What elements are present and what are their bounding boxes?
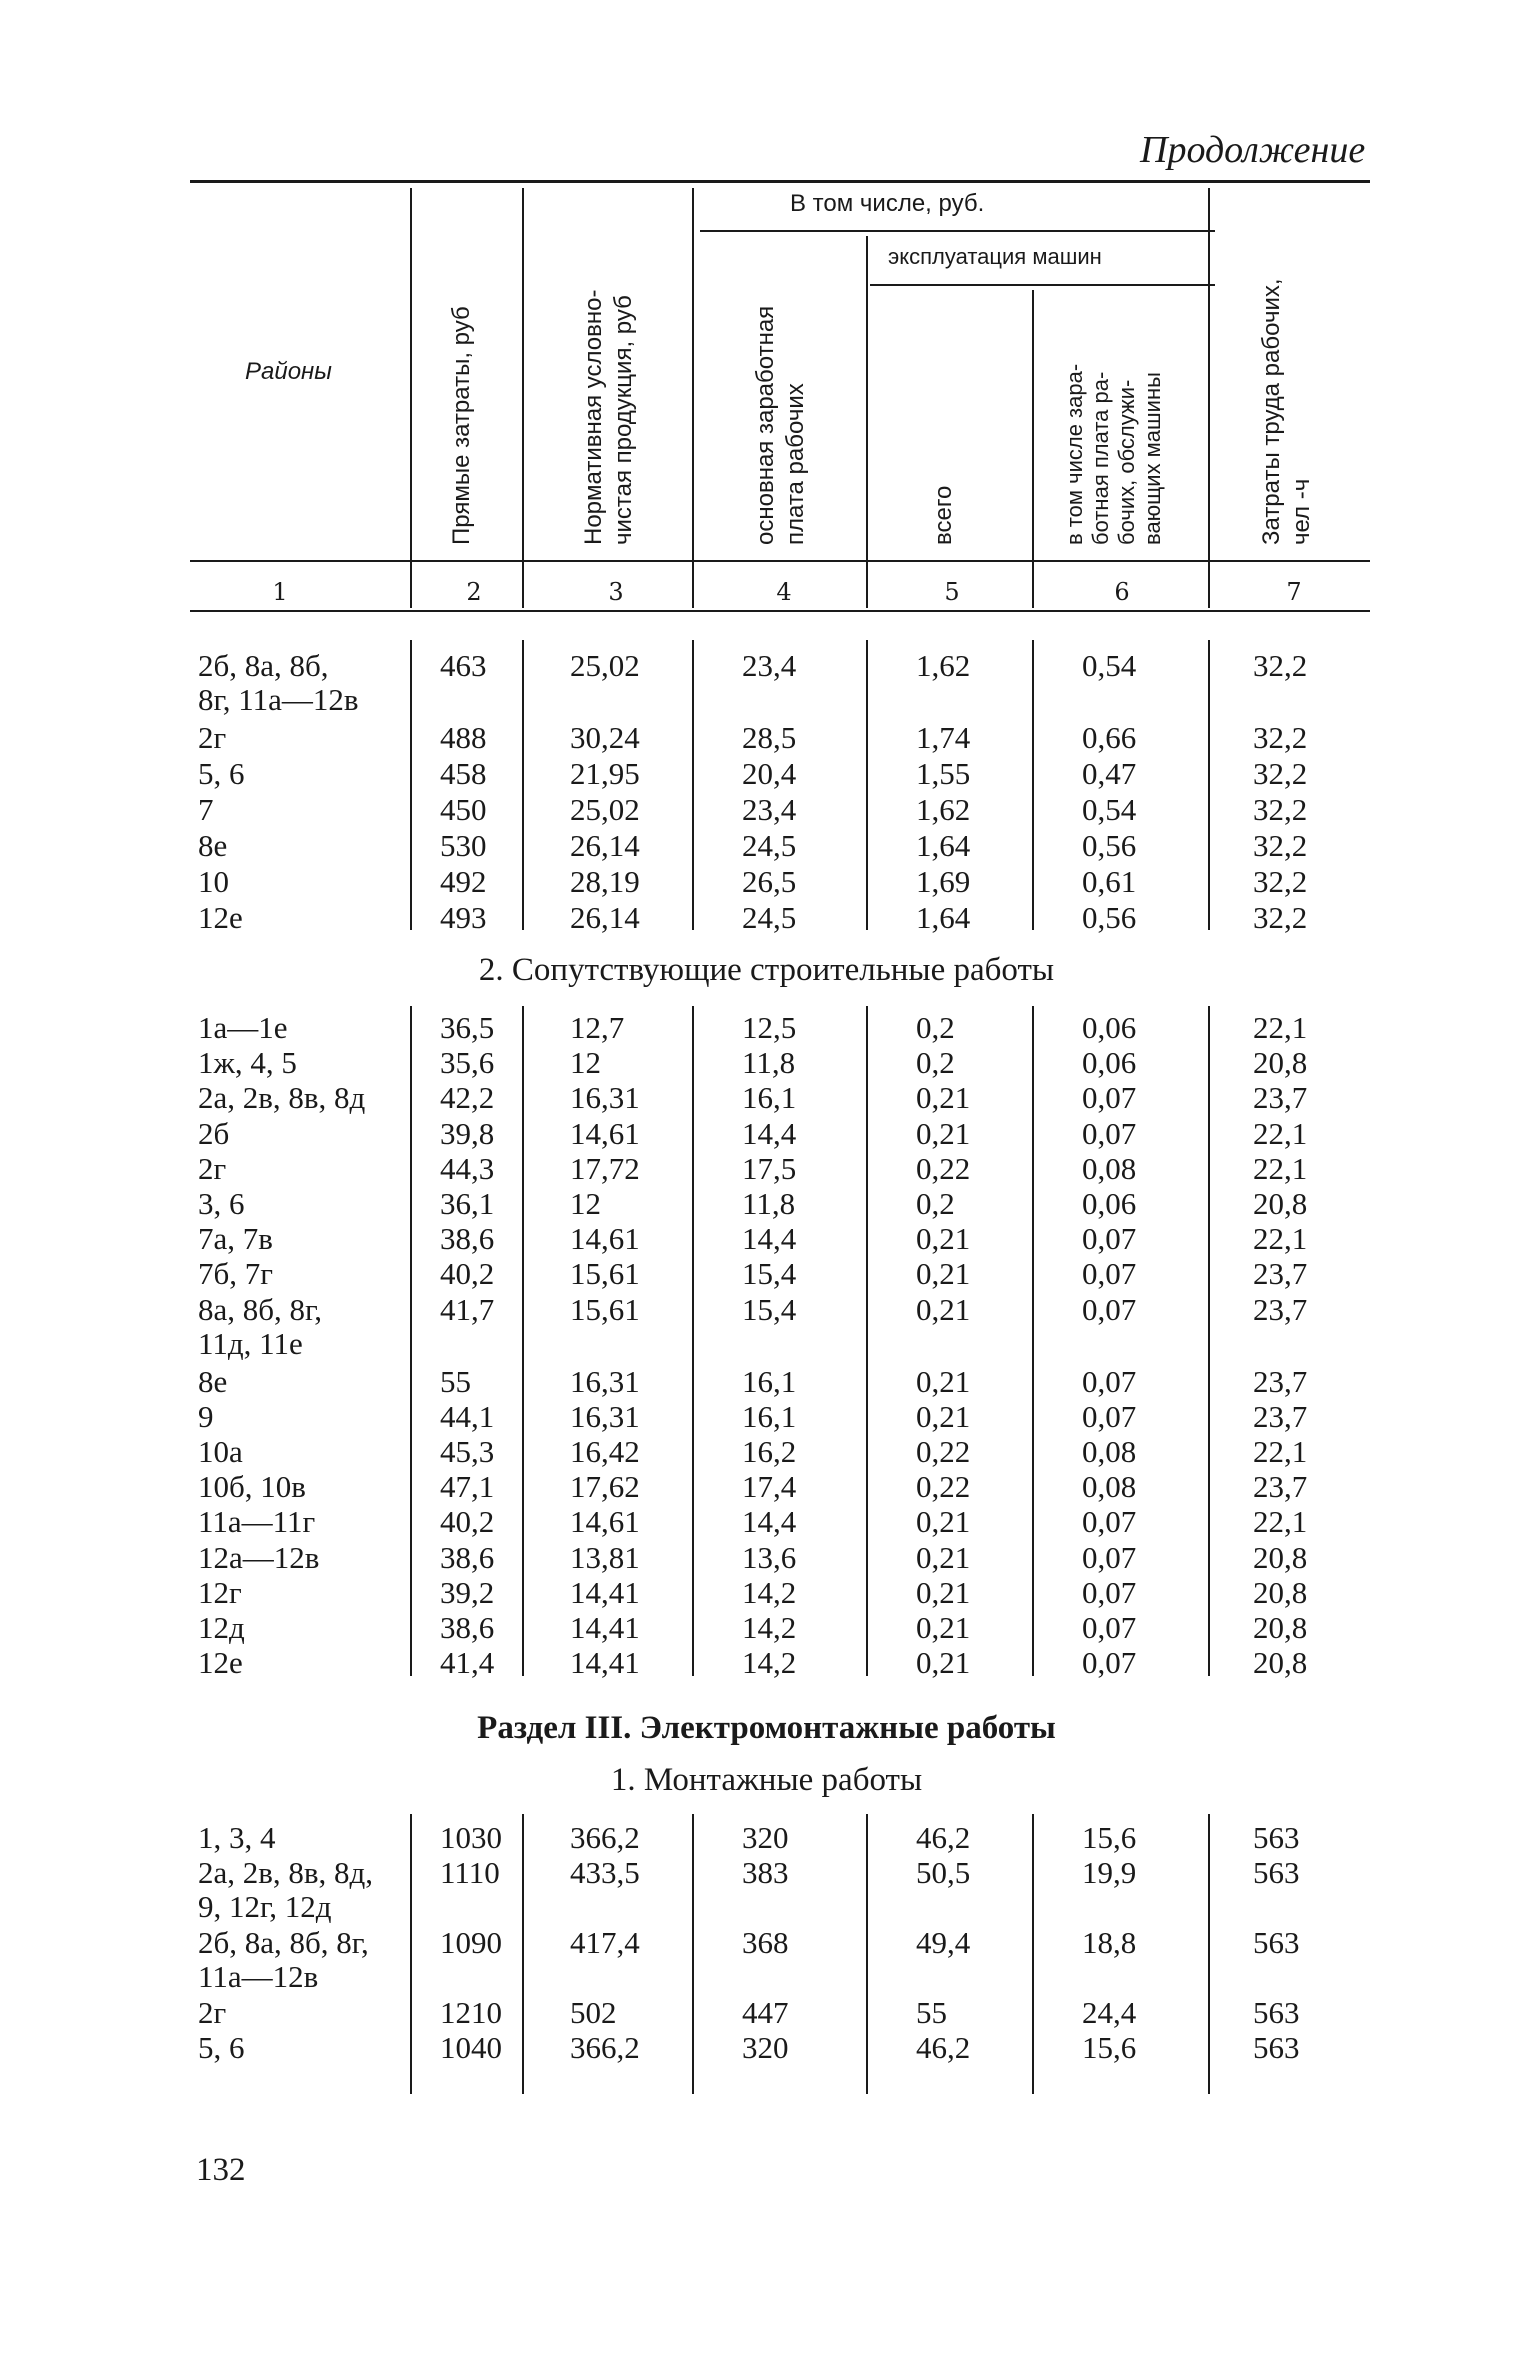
wages-cell: 13,6: [742, 1539, 797, 1575]
machine-total-cell: 0,21: [916, 1645, 971, 1681]
region-cell: 9, 12г, 12д: [198, 1889, 332, 1924]
machine-wages-cell: 0,08: [1082, 1469, 1137, 1505]
table-row: [0, 1995, 1533, 2031]
normative-cell: 16,42: [570, 1434, 640, 1469]
machine-total-cell: 1,74: [916, 720, 971, 755]
machine-wages-cell: 0,56: [1082, 900, 1137, 935]
region-cell: 3, 6: [198, 1186, 245, 1221]
region-cell: 12г: [198, 1574, 242, 1610]
normative-cell: 26,14: [570, 828, 640, 863]
colnum-bottom-rule: [190, 610, 1370, 612]
header-labor-line2: чел -ч: [1288, 478, 1315, 545]
table-row: [0, 1045, 1533, 1081]
direct-costs-cell: 38,6: [440, 1221, 495, 1257]
normative-cell: 16,31: [570, 1398, 640, 1434]
direct-costs-cell: 36,1: [440, 1186, 495, 1221]
machine-wages-cell: 0,06: [1082, 1010, 1137, 1045]
header-group: В том числе, руб.: [790, 190, 985, 217]
table-row: [0, 1925, 1533, 1961]
labor-cell: 563: [1253, 1820, 1300, 1855]
normative-cell: 14,61: [570, 1115, 640, 1151]
header-labor-line1: Затраты труда рабочих,: [1258, 278, 1285, 545]
direct-costs-cell: 36,5: [440, 1010, 495, 1045]
machine-total-cell: 0,21: [916, 1504, 971, 1540]
region-cell: 10: [198, 864, 229, 899]
machine-total-cell: 0,22: [916, 1150, 971, 1186]
header-machine-wages-line3: бочих, обслужи-: [1114, 379, 1139, 545]
normative-cell: 17,62: [570, 1469, 640, 1505]
table-row: [0, 900, 1533, 936]
machine-total-cell: 0,21: [916, 1221, 971, 1257]
direct-costs-cell: 42,2: [440, 1080, 495, 1116]
col-divider-3: [692, 188, 694, 608]
header-normative-line1: Нормативная условно-: [580, 289, 607, 545]
labor-cell: 23,7: [1253, 1469, 1308, 1505]
table-top-rule: [190, 180, 1370, 183]
machine-total-cell: 0,21: [916, 1291, 971, 1327]
wages-cell: 17,5: [742, 1150, 797, 1186]
machine-wages-cell: 0,61: [1082, 864, 1137, 899]
wages-cell: 14,2: [742, 1645, 797, 1681]
machine-total-cell: 0,21: [916, 1610, 971, 1645]
machine-wages-cell: 0,54: [1082, 648, 1137, 683]
machine-wages-cell: 15,6: [1082, 1820, 1137, 1855]
machine-total-cell: 0,2: [916, 1045, 955, 1081]
table-row: [0, 1855, 1533, 1891]
table-row: [0, 1116, 1533, 1152]
region-cell: 2а, 2в, 8в, 8д,: [198, 1855, 374, 1890]
machine-wages-cell: 0,07: [1082, 1115, 1137, 1151]
machine-wages-cell: 18,8: [1082, 1925, 1137, 1960]
region-cell: 10б, 10в: [198, 1469, 306, 1505]
labor-cell: 22,1: [1253, 1434, 1308, 1469]
labor-cell: 23,7: [1253, 1256, 1308, 1292]
wages-cell: 12,5: [742, 1010, 797, 1045]
table-row: [0, 1610, 1533, 1646]
region-cell: 2б, 8а, 8б, 8г,: [198, 1925, 369, 1960]
labor-cell: 32,2: [1253, 900, 1308, 935]
normative-cell: 417,4: [570, 1925, 640, 1960]
region-cell: 2г: [198, 1995, 227, 2030]
table-row: [0, 1540, 1533, 1576]
header-bottom-rule: [190, 560, 1370, 562]
wages-cell: 26,5: [742, 864, 797, 899]
labor-cell: 23,7: [1253, 1080, 1308, 1116]
direct-costs-cell: 45,3: [440, 1434, 495, 1469]
normative-cell: 12,7: [570, 1010, 625, 1045]
wages-cell: 14,4: [742, 1221, 797, 1257]
labor-cell: 20,8: [1253, 1186, 1308, 1221]
direct-costs-cell: 1210: [440, 1995, 502, 2030]
region-cell: 5, 6: [198, 2030, 245, 2065]
direct-costs-cell: 41,7: [440, 1291, 495, 1327]
table-row: [0, 864, 1533, 900]
table-row: [0, 1151, 1533, 1187]
table-row: [0, 682, 1533, 718]
labor-cell: 22,1: [1253, 1150, 1308, 1186]
labor-cell: 20,8: [1253, 1539, 1308, 1575]
machine-total-cell: 1,62: [916, 792, 971, 827]
normative-cell: 433,5: [570, 1855, 640, 1890]
wages-cell: 24,5: [742, 900, 797, 935]
colnum-6: 6: [1114, 578, 1130, 606]
wages-cell: 23,4: [742, 792, 797, 827]
normative-cell: 15,61: [570, 1256, 640, 1292]
header-total: всего: [930, 485, 957, 545]
wages-cell: 11,8: [742, 1186, 796, 1221]
table-row: [0, 1959, 1533, 1995]
direct-costs-cell: 38,6: [440, 1610, 495, 1645]
labor-cell: 20,8: [1253, 1610, 1308, 1645]
machine-wages-cell: 0,07: [1082, 1610, 1137, 1645]
normative-cell: 25,02: [570, 792, 640, 827]
labor-cell: 563: [1253, 2030, 1300, 2065]
normative-cell: 12: [570, 1186, 601, 1221]
direct-costs-cell: 450: [440, 792, 487, 827]
wages-cell: 383: [742, 1855, 789, 1890]
region-cell: 7а, 7в: [198, 1221, 273, 1257]
machine-total-cell: 0,21: [916, 1115, 971, 1151]
normative-cell: 17,72: [570, 1150, 640, 1186]
labor-cell: 32,2: [1253, 648, 1308, 683]
region-cell: 9: [198, 1398, 214, 1434]
region-cell: 11а—11г: [198, 1504, 316, 1540]
wages-cell: 368: [742, 1925, 789, 1960]
section-subheading: 2. Сопутствующие строительные работы: [478, 952, 1055, 988]
table-row: [0, 1399, 1533, 1435]
normative-cell: 14,41: [570, 1610, 640, 1645]
header-machine-wages-line2: ботная плата ра-: [1088, 371, 1113, 545]
col-divider-1: [410, 188, 412, 608]
labor-cell: 32,2: [1253, 756, 1308, 791]
table-row: [0, 1364, 1533, 1400]
table-row: [0, 1889, 1533, 1925]
normative-cell: 366,2: [570, 1820, 640, 1855]
direct-costs-cell: 38,6: [440, 1539, 495, 1575]
header-normative-line2: чистая продукция, руб: [610, 295, 637, 545]
wages-cell: 15,4: [742, 1256, 797, 1292]
labor-cell: 22,1: [1253, 1221, 1308, 1257]
labor-cell: 22,1: [1253, 1010, 1308, 1045]
wages-cell: 14,4: [742, 1115, 797, 1151]
table-row: [0, 1575, 1533, 1611]
group-rule: [700, 230, 1215, 232]
region-cell: 1а—1е: [198, 1010, 288, 1045]
region-cell: 2г: [198, 720, 227, 755]
normative-cell: 14,41: [570, 1645, 640, 1681]
colnum-3: 3: [608, 578, 624, 606]
table-row: [0, 1221, 1533, 1257]
machine-total-cell: 50,5: [916, 1855, 971, 1890]
machine-wages-cell: 0,07: [1082, 1256, 1137, 1292]
section-heading: Раздел III. Электромонтажные работы: [477, 1710, 1056, 1746]
machine-total-cell: 55: [916, 1995, 947, 2030]
header-direct-costs: Прямые затраты, руб: [448, 306, 475, 545]
labor-cell: 20,8: [1253, 1045, 1308, 1081]
direct-costs-cell: 530: [440, 828, 487, 863]
machine-wages-cell: 19,9: [1082, 1855, 1137, 1890]
normative-cell: 14,61: [570, 1221, 640, 1257]
machine-total-cell: 0,2: [916, 1010, 955, 1045]
region-cell: 2б, 8а, 8б,: [198, 648, 329, 683]
wages-cell: 447: [742, 1995, 789, 2030]
machine-total-cell: 1,55: [916, 756, 971, 791]
machine-total-cell: 0,21: [916, 1539, 971, 1575]
machine-wages-cell: 0,07: [1082, 1398, 1137, 1434]
machine-wages-cell: 0,08: [1082, 1150, 1137, 1186]
continuation-label: Продолжение: [1140, 129, 1366, 171]
normative-cell: 30,24: [570, 720, 640, 755]
labor-cell: 32,2: [1253, 792, 1308, 827]
machine-wages-cell: 0,07: [1082, 1291, 1137, 1327]
header-regions: Районы: [245, 358, 332, 385]
region-cell: 8а, 8б, 8г,: [198, 1291, 322, 1327]
direct-costs-cell: 41,4: [440, 1645, 495, 1681]
normative-cell: 25,02: [570, 648, 640, 683]
machine-total-cell: 0,21: [916, 1080, 971, 1116]
table-row: [0, 1186, 1533, 1222]
col-divider-5: [1032, 290, 1034, 608]
header-machine-wages-line1: в том числе зара-: [1062, 363, 1087, 545]
wages-cell: 14,2: [742, 1574, 797, 1610]
page-number: 132: [196, 2152, 246, 2188]
direct-costs-cell: 40,2: [440, 1256, 495, 1292]
normative-cell: 12: [570, 1045, 601, 1081]
labor-cell: 563: [1253, 1925, 1300, 1960]
labor-cell: 20,8: [1253, 1645, 1308, 1681]
region-cell: 2б: [198, 1115, 230, 1151]
wages-cell: 11,8: [742, 1045, 796, 1081]
header-machine-wages-line4: вающих машины: [1140, 372, 1165, 545]
region-cell: 12е: [198, 900, 243, 935]
labor-cell: 20,8: [1253, 1574, 1308, 1610]
section-subheading: 1. Монтажные работы: [610, 1762, 923, 1798]
direct-costs-cell: 35,6: [440, 1045, 495, 1081]
region-cell: 12а—12в: [198, 1539, 320, 1575]
table-row: [0, 792, 1533, 828]
direct-costs-cell: 1030: [440, 1820, 502, 1855]
colnum-1: 1: [272, 578, 288, 606]
machine-total-cell: 0,2: [916, 1186, 955, 1221]
region-cell: 8е: [198, 1363, 228, 1399]
table-row: [0, 1504, 1533, 1540]
normative-cell: 28,19: [570, 864, 640, 899]
machine-wages-cell: 0,54: [1082, 792, 1137, 827]
normative-cell: 366,2: [570, 2030, 640, 2065]
region-cell: 2г: [198, 1150, 227, 1186]
machine-wages-cell: 0,66: [1082, 720, 1137, 755]
table-row: [0, 1292, 1533, 1328]
region-cell: 10а: [198, 1434, 243, 1469]
table-row: [0, 1434, 1533, 1470]
region-cell: 11а—12в: [198, 1959, 319, 1994]
direct-costs-cell: 55: [440, 1363, 471, 1399]
direct-costs-cell: 488: [440, 720, 487, 755]
machine-wages-cell: 0,47: [1082, 756, 1137, 791]
machine-wages-cell: 0,07: [1082, 1221, 1137, 1257]
wages-cell: 320: [742, 2030, 789, 2065]
direct-costs-cell: 47,1: [440, 1469, 495, 1505]
colnum-4: 4: [776, 578, 792, 606]
machine-total-cell: 1,62: [916, 648, 971, 683]
region-cell: 7: [198, 792, 214, 827]
direct-costs-cell: 1110: [440, 1855, 500, 1890]
direct-costs-cell: 39,8: [440, 1115, 495, 1151]
direct-costs-cell: 40,2: [440, 1504, 495, 1540]
machine-total-cell: 0,21: [916, 1398, 971, 1434]
machine-total-cell: 0,21: [916, 1363, 971, 1399]
machine-wages-cell: 0,07: [1082, 1504, 1137, 1540]
machine-wages-cell: 0,07: [1082, 1539, 1137, 1575]
wages-cell: 14,4: [742, 1504, 797, 1540]
wages-cell: 16,1: [742, 1080, 797, 1116]
table-row: [0, 1469, 1533, 1505]
colnum-7: 7: [1286, 578, 1302, 606]
normative-cell: 13,81: [570, 1539, 640, 1575]
machine-total-cell: 0,21: [916, 1574, 971, 1610]
region-cell: 5, 6: [198, 756, 245, 791]
table-row: [0, 1820, 1533, 1856]
table-row: [0, 2030, 1533, 2066]
machine-total-cell: 0,22: [916, 1434, 971, 1469]
normative-cell: 16,31: [570, 1080, 640, 1116]
normative-cell: 502: [570, 1995, 617, 2030]
table-row: [0, 1256, 1533, 1292]
machine-total-cell: 1,64: [916, 900, 971, 935]
wages-cell: 28,5: [742, 720, 797, 755]
direct-costs-cell: 44,1: [440, 1398, 495, 1434]
wages-cell: 15,4: [742, 1291, 797, 1327]
table-row: [0, 1010, 1533, 1046]
normative-cell: 14,41: [570, 1574, 640, 1610]
labor-cell: 32,2: [1253, 828, 1308, 863]
machine-wages-cell: 24,4: [1082, 1995, 1137, 2030]
machine-wages-cell: 0,07: [1082, 1080, 1137, 1116]
normative-cell: 21,95: [570, 756, 640, 791]
machine-total-cell: 0,21: [916, 1256, 971, 1292]
normative-cell: 14,61: [570, 1504, 640, 1540]
table-row: [0, 1080, 1533, 1116]
table-row: [0, 648, 1533, 684]
region-cell: 2а, 2в, 8в, 8д: [198, 1080, 366, 1116]
table-row: [0, 720, 1533, 756]
machine-total-cell: 46,2: [916, 2030, 971, 2065]
labor-cell: 23,7: [1253, 1291, 1308, 1327]
labor-cell: 563: [1253, 1995, 1300, 2030]
direct-costs-cell: 458: [440, 756, 487, 791]
wages-cell: 17,4: [742, 1469, 797, 1505]
header-wages-line1: основная заработная: [752, 305, 779, 545]
labor-cell: 23,7: [1253, 1398, 1308, 1434]
direct-costs-cell: 44,3: [440, 1150, 495, 1186]
region-cell: 7б, 7г: [198, 1256, 273, 1292]
table-row: [0, 1326, 1533, 1362]
machine-wages-cell: 0,06: [1082, 1186, 1137, 1221]
region-cell: 8г, 11а—12в: [198, 682, 359, 717]
table-row: [0, 828, 1533, 864]
machine-wages-cell: 0,07: [1082, 1363, 1137, 1399]
normative-cell: 16,31: [570, 1363, 640, 1399]
machine-wages-cell: 15,6: [1082, 2030, 1137, 2065]
region-cell: 1ж, 4, 5: [198, 1045, 297, 1081]
table-row: [0, 1645, 1533, 1681]
labor-cell: 563: [1253, 1855, 1300, 1890]
machine-wages-cell: 0,07: [1082, 1574, 1137, 1610]
col-divider-6: [1208, 188, 1210, 608]
direct-costs-cell: 492: [440, 864, 487, 899]
machine-wages-cell: 0,56: [1082, 828, 1137, 863]
direct-costs-cell: 463: [440, 648, 487, 683]
region-cell: 11д, 11е: [198, 1325, 303, 1361]
labor-cell: 32,2: [1253, 720, 1308, 755]
labor-cell: 23,7: [1253, 1363, 1308, 1399]
region-cell: 8е: [198, 828, 228, 863]
direct-costs-cell: 1090: [440, 1925, 502, 1960]
machine-wages-cell: 0,08: [1082, 1434, 1137, 1469]
normative-cell: 15,61: [570, 1291, 640, 1327]
machine-total-cell: 49,4: [916, 1925, 971, 1960]
wages-cell: 24,5: [742, 828, 797, 863]
wages-cell: 23,4: [742, 648, 797, 683]
normative-cell: 26,14: [570, 900, 640, 935]
machine-total-cell: 46,2: [916, 1820, 971, 1855]
direct-costs-cell: 39,2: [440, 1574, 495, 1610]
machine-wages-cell: 0,06: [1082, 1045, 1137, 1081]
wages-cell: 16,1: [742, 1398, 797, 1434]
wages-cell: 14,2: [742, 1610, 797, 1645]
labor-cell: 32,2: [1253, 864, 1308, 899]
labor-cell: 22,1: [1253, 1115, 1308, 1151]
machine-total-cell: 1,64: [916, 828, 971, 863]
col-divider-2: [522, 188, 524, 608]
table-row: [0, 756, 1533, 792]
region-cell: 12д: [198, 1610, 245, 1645]
header-wages-line2: плата рабочих: [782, 383, 809, 545]
colnum-2: 2: [466, 578, 482, 606]
machine-total-cell: 0,22: [916, 1469, 971, 1505]
col-divider-4: [866, 236, 868, 608]
machine-total-cell: 1,69: [916, 864, 971, 899]
region-cell: 1, 3, 4: [198, 1820, 276, 1855]
subgroup-rule: [870, 284, 1215, 286]
wages-cell: 320: [742, 1820, 789, 1855]
header-subgroup: эксплуатация машин: [888, 244, 1102, 269]
labor-cell: 22,1: [1253, 1504, 1308, 1540]
wages-cell: 16,2: [742, 1434, 797, 1469]
direct-costs-cell: 493: [440, 900, 487, 935]
direct-costs-cell: 1040: [440, 2030, 502, 2065]
region-cell: 12е: [198, 1645, 243, 1681]
machine-wages-cell: 0,07: [1082, 1645, 1137, 1681]
wages-cell: 16,1: [742, 1363, 797, 1399]
wages-cell: 20,4: [742, 756, 797, 791]
colnum-5: 5: [944, 578, 960, 606]
